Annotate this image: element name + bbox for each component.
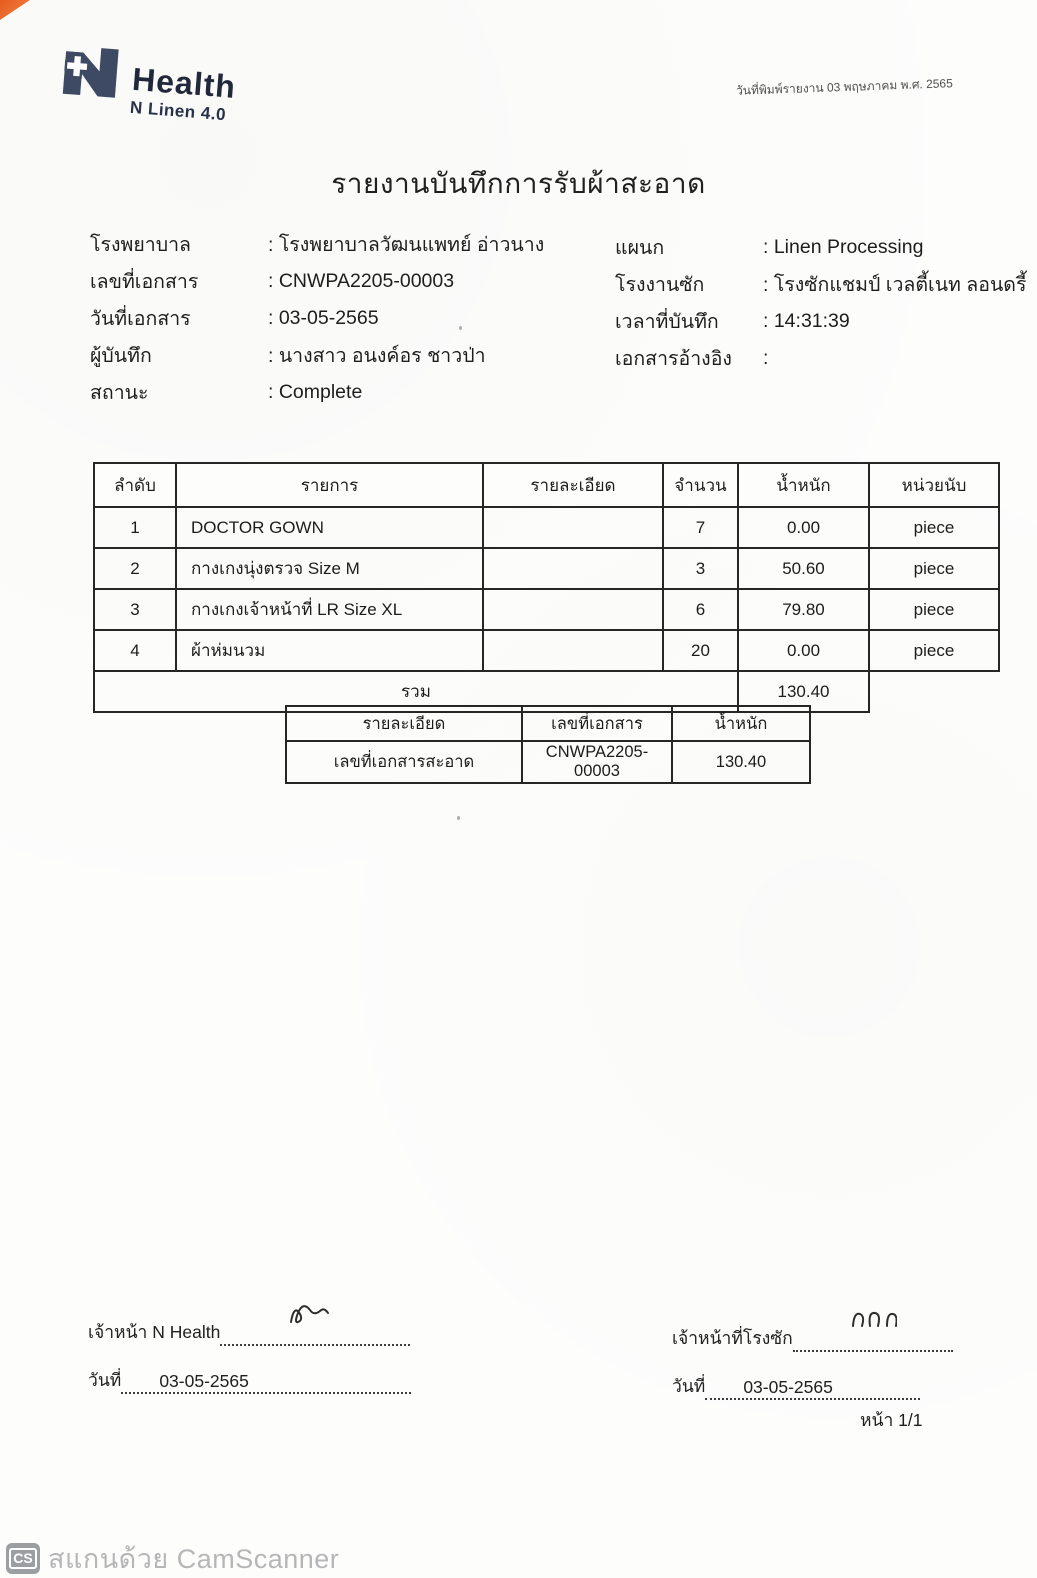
info-field-row xyxy=(615,303,1026,340)
field-label: เลขที่เอกสาร xyxy=(90,271,199,293)
date-line xyxy=(705,1378,920,1400)
handwritten-signature xyxy=(287,1300,333,1326)
empty-corner-cell xyxy=(869,671,999,712)
cell-detail: เลขที่เอกสารสะอาด xyxy=(286,741,522,783)
table-row xyxy=(94,548,999,589)
items-table xyxy=(93,462,1000,713)
cell-unit: piece xyxy=(869,507,999,548)
nhealth-logo xyxy=(55,41,238,126)
field-value: : 03-05-2565 xyxy=(268,307,379,329)
cell-qty: 3 xyxy=(663,548,738,589)
cell-no: 1 xyxy=(94,507,176,548)
signature-block-nhealth xyxy=(88,1316,411,1412)
field-value: : โรงพยาบาลวัฒนแพทย์ อ่าวนาง xyxy=(268,234,545,256)
date-label: วันที่ xyxy=(88,1370,122,1390)
cell-item: กางเกงนุ่งตรวจ Size M xyxy=(176,548,483,589)
cell-no: 2 xyxy=(94,548,176,589)
signature-line xyxy=(793,1330,953,1352)
cell-item: กางเกงเจ้าหน้าที่ LR Size XL xyxy=(176,589,483,630)
date-label: วันที่ xyxy=(672,1376,706,1396)
cell-weight: 50.60 xyxy=(738,548,869,589)
items-column-header: รายละเอียด xyxy=(483,463,663,507)
logo-text xyxy=(129,60,238,126)
field-label: โรงงานซัก xyxy=(615,274,705,296)
cell-weight: 79.80 xyxy=(738,589,869,630)
summary-header-row xyxy=(286,706,810,741)
info-field-row xyxy=(615,340,1026,377)
page-title: รายงานบันทึกการรับผ้าสะอาด xyxy=(331,168,706,199)
info-field-row xyxy=(90,337,544,374)
cell-detail xyxy=(483,589,663,630)
cell-qty: 7 xyxy=(663,507,738,548)
items-header-row xyxy=(94,463,999,507)
summary-column-header: น้ำหนัก xyxy=(672,706,810,741)
cell-weight: 130.40 xyxy=(672,741,810,783)
field-label: โรงพยาบาล xyxy=(90,234,191,256)
info-field-row xyxy=(615,229,1026,266)
cell-weight: 0.00 xyxy=(738,630,869,671)
total-label: รวม xyxy=(94,671,738,712)
cell-unit: piece xyxy=(869,589,999,630)
logo-brand: Health xyxy=(130,60,238,105)
field-value: : โรงซักแชมป์ เวลตี้เนท ลอนดรี้ xyxy=(763,274,1027,296)
cell-detail xyxy=(483,507,663,548)
table-row xyxy=(94,589,999,630)
cell-item: ผ้าห่มนวม xyxy=(176,630,483,671)
scan-background-corner xyxy=(0,0,30,20)
summary-table xyxy=(285,705,811,784)
document-info-left xyxy=(90,226,544,411)
cell-doc-no: CNWPA2205-00003 xyxy=(522,741,672,783)
info-field-row xyxy=(90,374,544,411)
field-value: : 14:31:39 xyxy=(763,310,850,332)
date-line xyxy=(121,1372,411,1394)
items-column-header: ลำดับ xyxy=(94,463,176,507)
field-label: แผนก xyxy=(615,237,665,259)
cell-no: 4 xyxy=(94,630,176,671)
signature-label: เจ้าหน้า N Health xyxy=(88,1322,221,1342)
camscanner-badge-icon xyxy=(6,1543,40,1574)
camscanner-note: สแกนด้วย CamScanner xyxy=(48,1544,340,1574)
scan-speck xyxy=(457,816,460,820)
field-value: : Linen Processing xyxy=(763,236,924,258)
document-info-right xyxy=(615,229,1026,377)
field-value: : Complete xyxy=(268,381,363,403)
signature-date: 03-05-2565 xyxy=(159,1371,249,1391)
field-value: : นางสาว อนงค์อร ชาวป่า xyxy=(268,345,486,367)
summary-row xyxy=(286,741,810,783)
cell-no: 3 xyxy=(94,589,176,630)
field-label: ผู้บันทึก xyxy=(90,345,152,367)
info-field-row xyxy=(90,263,544,300)
field-label: วันที่เอกสาร xyxy=(90,308,191,330)
items-column-header: หน่วยนับ xyxy=(869,463,999,507)
items-column-header: จำนวน xyxy=(663,463,738,507)
cell-unit: piece xyxy=(869,548,999,589)
signature-line xyxy=(220,1324,410,1346)
field-value: : CNWPA2205-00003 xyxy=(268,270,455,292)
info-field-row xyxy=(615,266,1026,303)
cell-detail xyxy=(483,630,663,671)
items-column-header: น้ำหนัก xyxy=(738,463,869,507)
cell-qty: 6 xyxy=(663,589,738,630)
nhealth-n-cross-icon xyxy=(56,41,123,106)
print-date-note: วันที่พิมพ์รายงาน 03 พฤษภาคม พ.ศ. 2565 xyxy=(735,76,954,98)
page-number: หน้า 1/1 xyxy=(860,1410,923,1430)
signature-date: 03-05-2565 xyxy=(743,1377,833,1397)
cell-item: DOCTOR GOWN xyxy=(176,507,483,548)
summary-column-header: เลขที่เอกสาร xyxy=(522,706,672,741)
info-field-row xyxy=(90,300,544,337)
total-weight: 130.40 xyxy=(738,671,869,712)
cell-detail xyxy=(483,548,663,589)
cell-weight: 0.00 xyxy=(738,507,869,548)
field-label: เอกสารอ้างอิง xyxy=(615,348,732,370)
field-label: เวลาที่บันทึก xyxy=(615,311,719,333)
cell-qty: 20 xyxy=(663,630,738,671)
items-column-header: รายการ xyxy=(176,463,483,507)
handwritten-signature xyxy=(849,1306,897,1332)
field-label: สถานะ xyxy=(90,382,149,404)
cell-unit: piece xyxy=(869,630,999,671)
signature-block-laundry xyxy=(672,1322,953,1418)
scan-speck xyxy=(459,326,462,330)
table-row xyxy=(94,630,999,671)
field-value: : xyxy=(763,347,769,369)
camscanner-badge-text: CS xyxy=(9,1548,36,1569)
info-field-row xyxy=(90,226,544,263)
signature-label: เจ้าหน้าที่โรงซัก xyxy=(672,1328,793,1348)
table-row xyxy=(94,507,999,548)
summary-column-header: รายละเอียด xyxy=(286,706,522,741)
logo-product: N Linen 4.0 xyxy=(129,97,227,125)
